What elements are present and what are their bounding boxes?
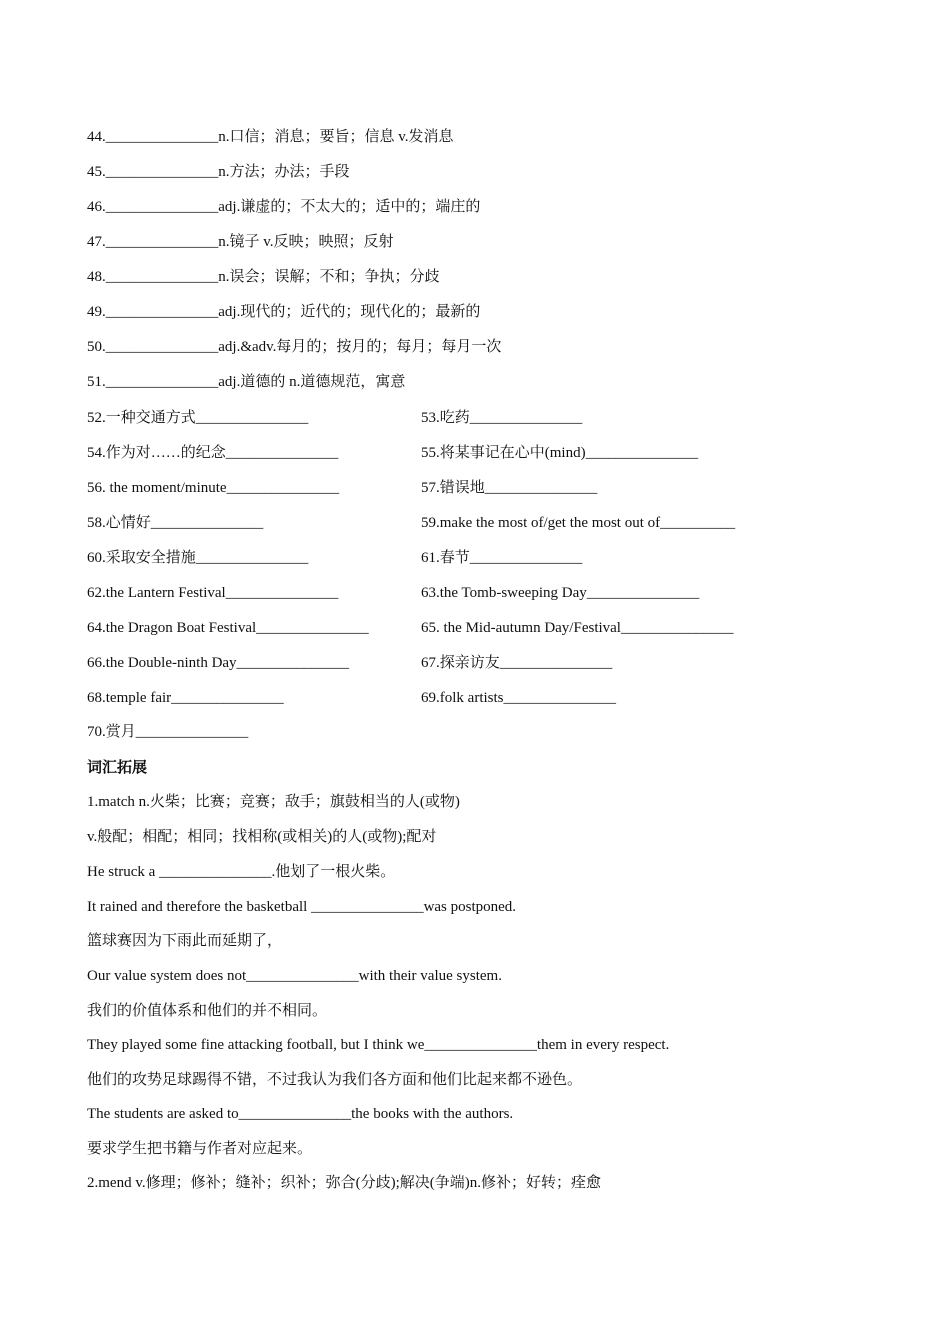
expansion-line: 我们的价值体系和他们的并不相同。 [87, 1003, 328, 1019]
phrase-item-64: 64.the Dragon Boat Festival_______________ [87, 620, 369, 636]
phrase-item-69: 69.folk artists_______________ [421, 690, 616, 706]
expansion-line: 要求学生把书籍与作者对应起来。 [87, 1141, 313, 1157]
phrase-item-63: 63.the Tomb-sweeping Day_______________ [421, 585, 700, 601]
vocab-item-46: 46._______________adj.谦虚的；不太大的；适中的；端庄的 [87, 199, 481, 215]
expansion-line: 篮球赛因为下雨此而延期了， [87, 933, 283, 949]
expansion-line: Our value system does not_______________with their value system. [87, 968, 502, 984]
expansion-line: They played some fine attacking football, but I think we_______________them in every respect. [87, 1037, 670, 1053]
expansion-line: He struck a _______________.他划了一根火柴。 [87, 864, 396, 880]
vocab-item-49: 49._______________adj.现代的；近代的；现代化的；最新的 [87, 304, 481, 320]
phrase-item-54: 54.作为对……的纪念_______________ [87, 445, 339, 461]
section-heading: 词汇拓展 [87, 760, 148, 776]
expansion-line: v.般配；相配；相同；找相称(或相关)的人(或物);配对 [87, 829, 437, 845]
expansion-line: It rained and therefore the basketball _______________was postponed. [87, 899, 517, 915]
vocab-item-50: 50._______________adj.&adv.每月的；按月的；每月；每月一次 [87, 339, 502, 355]
phrase-item-62: 62.the Lantern Festival_______________ [87, 585, 339, 601]
phrase-item-68: 68.temple fair_______________ [87, 690, 284, 706]
vocab-item-47: 47._______________n.镜子 v.反映；映照；反射 [87, 234, 394, 250]
vocab-item-51: 51._______________adj.道德的 n.道德规范，寓意 [87, 374, 406, 390]
phrase-item-59: 59.make the most of/get the most out of__________ [421, 515, 736, 531]
expansion-line: The students are asked to_______________the books with the authors. [87, 1106, 514, 1122]
phrase-item-66: 66.the Double-ninth Day_______________ [87, 655, 350, 671]
phrase-item-56: 56. the moment/minute_______________ [87, 480, 340, 496]
phrase-item-55: 55.将某事记在心中(mind)_______________ [421, 445, 699, 461]
expansion-line: 他们的攻势足球踢得不错，不过我认为我们各方面和他们比起来都不逊色。 [87, 1072, 583, 1088]
phrase-item-57: 57.错误地_______________ [421, 480, 598, 496]
phrase-item-70: 70.赏月_______________ [87, 724, 249, 740]
expansion-line: 1.match n.火柴；比赛；竞赛；敌手；旗鼓相当的人(或物) [87, 794, 460, 810]
vocab-item-48: 48._______________n.误会；误解；不和；争执；分歧 [87, 269, 440, 285]
vocab-item-44: 44._______________n.口信；消息；要旨；信息 v.发消息 [87, 129, 454, 145]
phrase-item-65: 65. the Mid-autumn Day/Festival_______________ [421, 620, 734, 636]
phrase-item-60: 60.采取安全措施_______________ [87, 550, 309, 566]
phrase-item-61: 61.春节_______________ [421, 550, 583, 566]
phrase-item-53: 53.吃药_______________ [421, 410, 583, 426]
phrase-item-58: 58.心情好_______________ [87, 515, 264, 531]
phrase-item-52: 52.一种交通方式_______________ [87, 410, 309, 426]
phrase-item-67: 67.探亲访友_______________ [421, 655, 613, 671]
expansion-line: 2.mend v.修理；修补；缝补；织补；弥合(分歧);解决(争端)n.修补；好转；痊愈 [87, 1175, 602, 1191]
vocab-item-45: 45._______________n.方法；办法；手段 [87, 164, 350, 180]
